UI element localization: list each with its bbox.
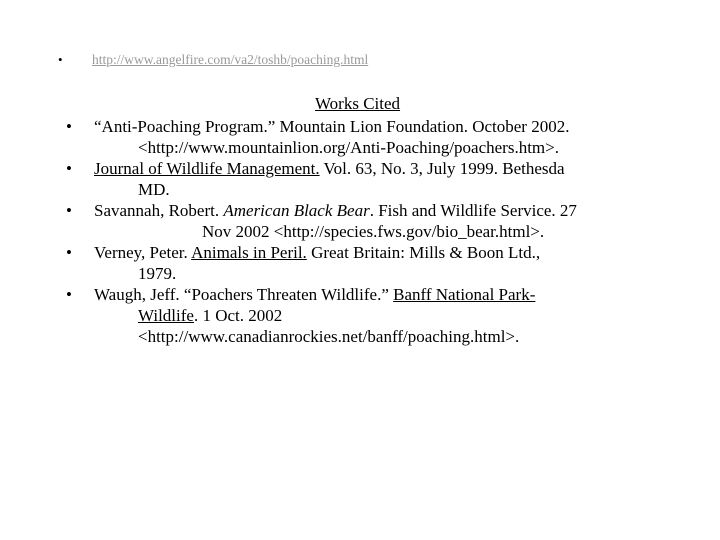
citation-line	[94, 305, 706, 326]
citation-url: Nov 2002 <http://species.fws.gov/bio_bear.html>.	[202, 222, 545, 241]
citation-author: Waugh, Jeff. “Poachers Threaten Wildlife.”	[94, 285, 394, 304]
citation-details: . 1 Oct. 2002	[193, 306, 283, 325]
bullet: •	[66, 117, 72, 136]
citation-item	[66, 158, 706, 200]
citation-details: . Fish and Wildlife Service. 27	[369, 201, 577, 220]
bullet: •	[66, 159, 72, 178]
citation-item	[66, 284, 706, 347]
citation-list	[66, 116, 706, 347]
citation-line: “Anti-Poaching Program.” Mountain Lion Foundation. October 2002.	[94, 117, 570, 136]
citation-item	[66, 116, 706, 158]
citation-author: Verney, Peter.	[94, 243, 192, 262]
citation-details: Great Britain: Mills & Boon Ltd.,	[306, 243, 541, 262]
citation-title: Banff National Park-	[393, 285, 536, 304]
bullet: •	[66, 285, 72, 304]
citation-continuation: MD.	[138, 180, 170, 199]
citation-item	[66, 200, 706, 242]
citation-item	[66, 242, 706, 284]
citation-line	[94, 158, 706, 179]
bullet: •	[58, 52, 63, 67]
citation-details: Vol. 63, No. 3, July 1999. Bethesda	[319, 159, 565, 178]
bullet: •	[66, 201, 72, 220]
citation-title: American Black Bear	[223, 201, 370, 220]
source-link[interactable]: http://www.angelfire.com/va2/toshb/poaching.html	[92, 52, 369, 67]
citation-title: Animals in Peril.	[191, 243, 307, 262]
citation-title: Journal of Wildlife Management.	[94, 159, 320, 178]
citation-line	[94, 284, 706, 305]
citation-url: <http://www.mountainlion.org/Anti-Poaching/poachers.htm>.	[138, 138, 559, 157]
works-cited-heading: Works Cited	[315, 94, 401, 113]
citation-title-continued: Wildlife	[138, 306, 194, 325]
citation-line	[94, 200, 706, 221]
citation-line	[94, 242, 706, 263]
citation-continuation: 1979.	[138, 264, 177, 283]
citation-url: <http://www.canadianrockies.net/banff/poaching.html>.	[138, 327, 520, 346]
source-link-row	[58, 51, 368, 69]
bullet: •	[66, 243, 72, 262]
citation-author: Savannah, Robert.	[94, 201, 224, 220]
